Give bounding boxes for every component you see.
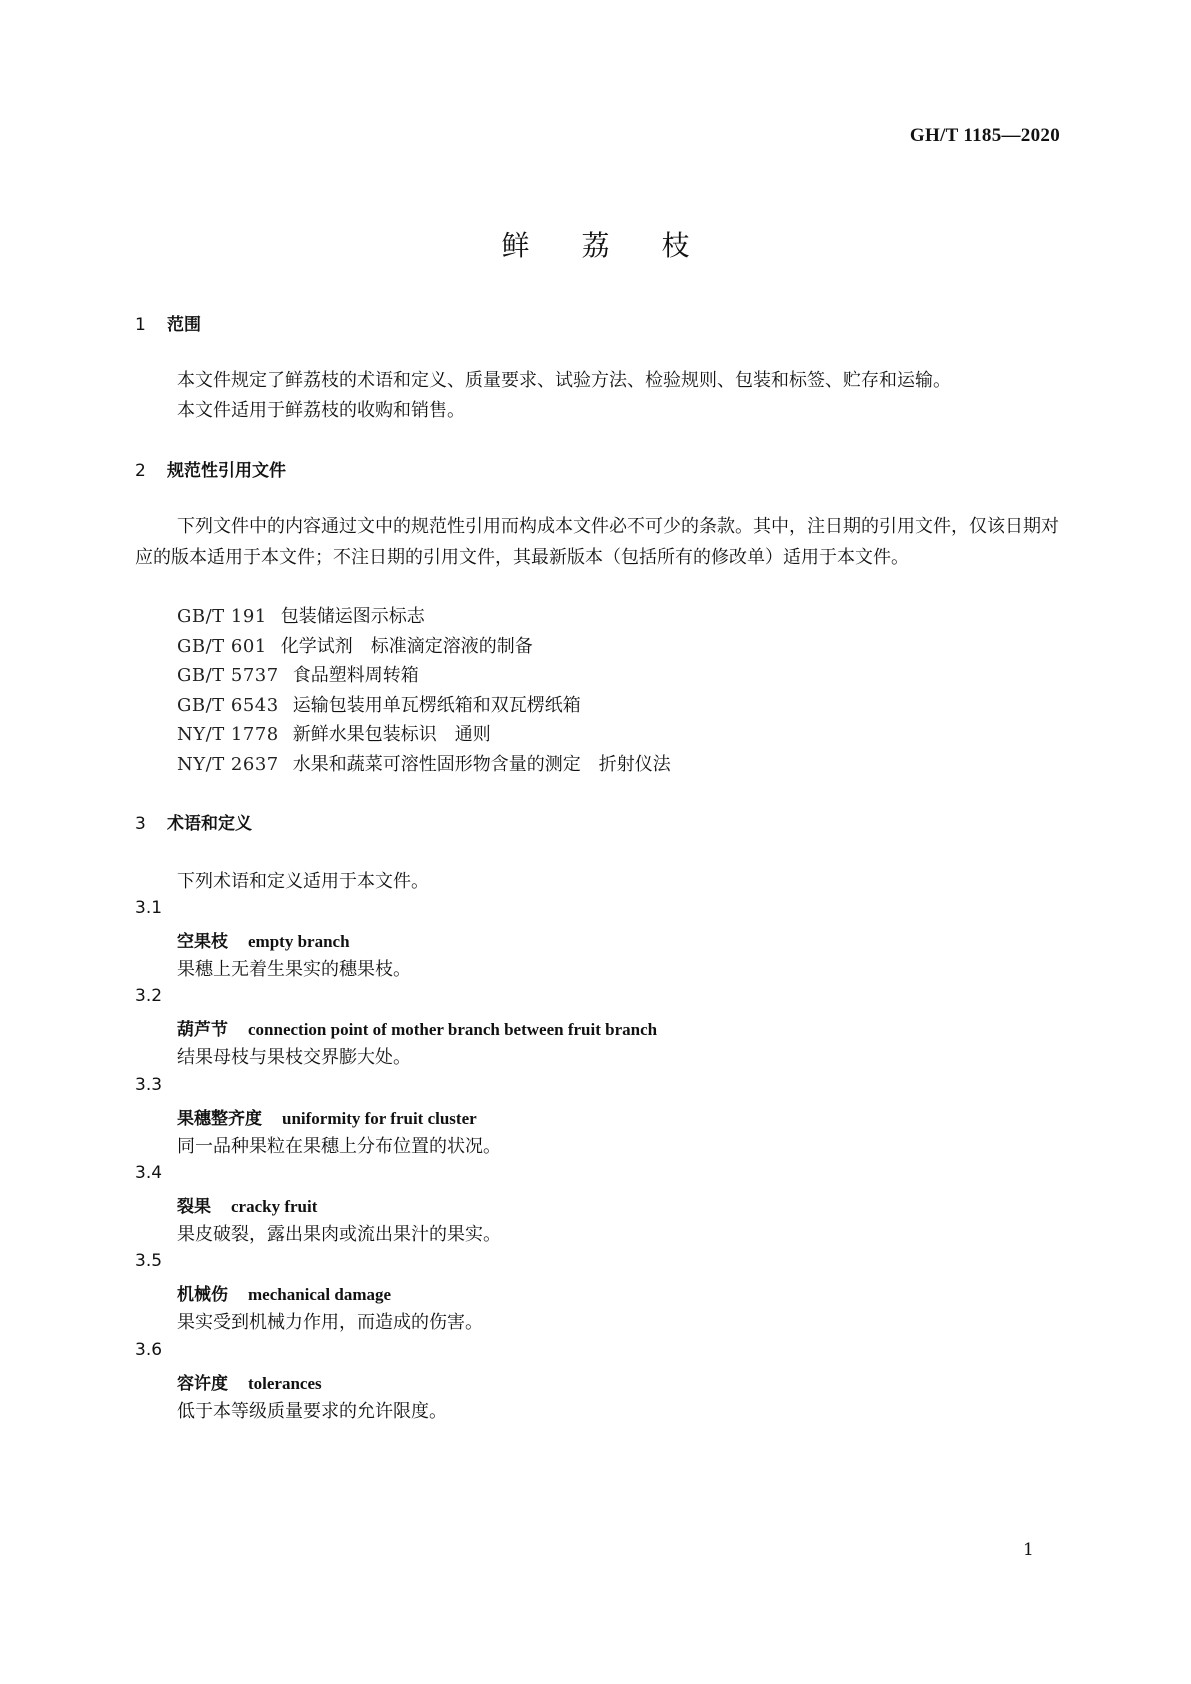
term-number: 3.5 bbox=[135, 1251, 163, 1271]
standard-number: GH/T 1185—2020 bbox=[909, 125, 1060, 146]
reference-title: 包装储运图示标志 bbox=[280, 606, 425, 627]
section-number: 3 bbox=[135, 814, 146, 834]
term-english: connection point of mother branch between fruit branch bbox=[248, 1020, 658, 1039]
paragraph: 下列文件中的内容通过文中的规范性引用而构成本文件必不可少的条款。其中，注日期的引用文件，仅该日期对应的版本适用于本文件；不注日期的引用文件，其最新版本（包括所有的修改单）适用于本文件。 bbox=[135, 516, 1059, 568]
term-chinese: 裂果 bbox=[177, 1197, 211, 1217]
reference-item bbox=[177, 691, 581, 717]
reference-item bbox=[177, 720, 491, 746]
term-chinese: 机械伤 bbox=[177, 1285, 228, 1305]
term-number: 3.2 bbox=[135, 986, 163, 1006]
term-definition: 低于本等级质量要求的允许限度。 bbox=[177, 1401, 447, 1422]
term-number: 3.3 bbox=[135, 1075, 163, 1095]
term-definition: 同一品种果粒在果穗上分布位置的状况。 bbox=[177, 1136, 501, 1157]
page-number: 1 bbox=[1023, 1540, 1034, 1560]
term-number: 3.4 bbox=[135, 1163, 163, 1183]
term-heading bbox=[177, 1015, 657, 1040]
reference-title: 运输包装用单瓦楞纸箱和双瓦楞纸箱 bbox=[292, 695, 581, 716]
section-title: 术语和定义 bbox=[167, 814, 252, 834]
term-heading bbox=[177, 1280, 391, 1305]
reference-title: 新鲜水果包装标识 通则 bbox=[292, 724, 491, 745]
section-3-heading bbox=[135, 809, 252, 834]
reference-item bbox=[177, 661, 419, 687]
term-english: empty branch bbox=[248, 932, 350, 951]
reference-item bbox=[177, 750, 671, 776]
section-title: 范围 bbox=[167, 315, 201, 335]
reference-code: GB/T 601 bbox=[177, 636, 267, 657]
term-heading bbox=[177, 1192, 317, 1217]
section-2-heading bbox=[135, 456, 286, 481]
term-definition: 果穗上无着生果实的穗果枝。 bbox=[177, 959, 411, 980]
paragraph: 下列术语和定义适用于本文件。 bbox=[177, 871, 429, 892]
term-heading bbox=[177, 1104, 477, 1129]
term-definition: 果皮破裂，露出果肉或流出果汁的果实。 bbox=[177, 1224, 501, 1245]
reference-code: GB/T 6543 bbox=[177, 695, 279, 716]
section-title: 规范性引用文件 bbox=[167, 461, 286, 481]
section-1-heading bbox=[135, 310, 201, 335]
term-definition: 结果母枝与果枝交界膨大处。 bbox=[177, 1047, 411, 1068]
term-english: tolerances bbox=[248, 1374, 322, 1393]
reference-title: 水果和蔬菜可溶性固形物含量的测定 折射仪法 bbox=[292, 754, 671, 775]
reference-title: 化学试剂 标准滴定溶液的制备 bbox=[280, 636, 533, 657]
term-english: cracky fruit bbox=[231, 1197, 318, 1216]
term-english: mechanical damage bbox=[248, 1285, 392, 1304]
reference-code: NY/T 2637 bbox=[177, 754, 279, 775]
term-chinese: 果穗整齐度 bbox=[177, 1109, 262, 1129]
term-heading bbox=[177, 927, 350, 952]
reference-code: GB/T 5737 bbox=[177, 665, 279, 686]
term-chinese: 葫芦节 bbox=[177, 1020, 228, 1040]
term-definition: 果实受到机械力作用，而造成的伤害。 bbox=[177, 1312, 483, 1333]
term-chinese: 空果枝 bbox=[177, 932, 228, 952]
term-heading bbox=[177, 1369, 322, 1394]
term-english: uniformity for fruit cluster bbox=[282, 1109, 477, 1128]
document-title: 鲜荔枝 bbox=[501, 229, 742, 262]
reference-code: NY/T 1778 bbox=[177, 724, 279, 745]
term-number: 3.1 bbox=[135, 898, 163, 918]
reference-item bbox=[177, 602, 425, 628]
reference-title: 食品塑料周转箱 bbox=[292, 665, 419, 686]
term-number: 3.6 bbox=[135, 1340, 163, 1360]
paragraph: 本文件规定了鲜荔枝的术语和定义、质量要求、试验方法、检验规则、包装和标签、贮存和运输。 bbox=[177, 370, 951, 391]
term-chinese: 容许度 bbox=[177, 1374, 228, 1394]
section-number: 2 bbox=[135, 461, 146, 481]
reference-item bbox=[177, 632, 533, 658]
reference-code: GB/T 191 bbox=[177, 606, 267, 627]
paragraph: 本文件适用于鲜荔枝的收购和销售。 bbox=[177, 400, 465, 421]
section-number: 1 bbox=[135, 315, 146, 335]
